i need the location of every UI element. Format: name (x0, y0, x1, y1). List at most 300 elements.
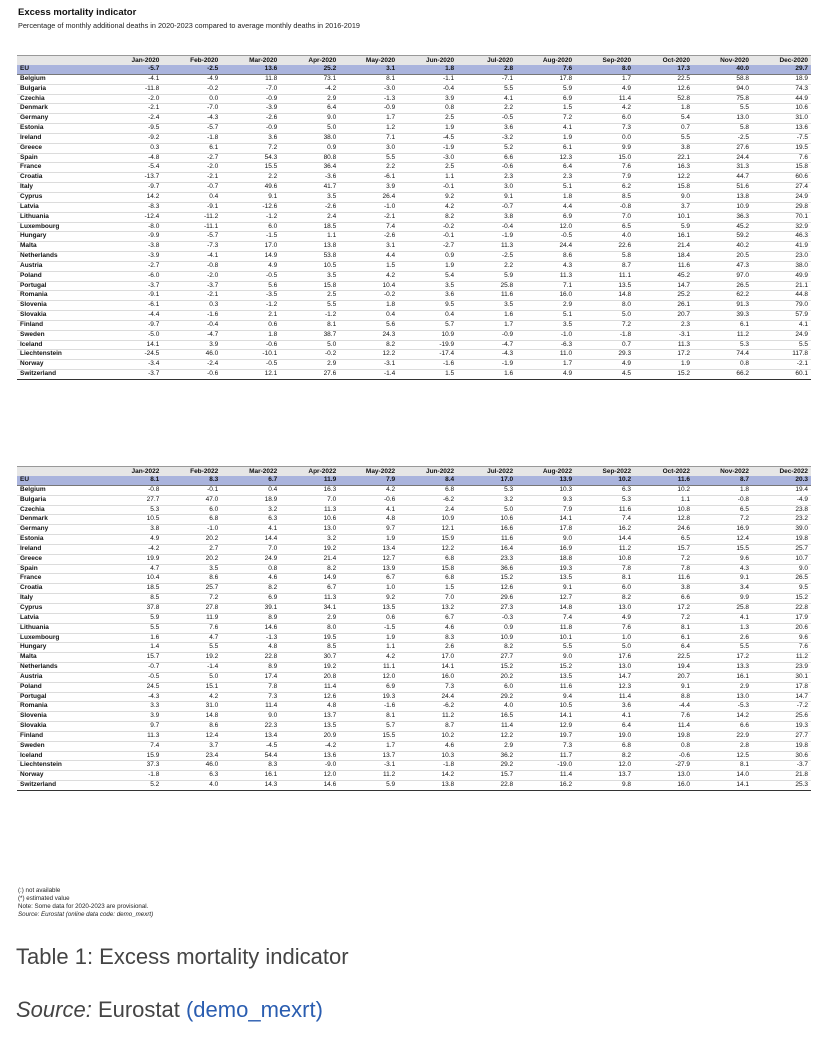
value-cell: 80.8 (280, 153, 339, 163)
value-cell: 20.6 (752, 623, 811, 633)
value-cell: 5.4 (398, 271, 457, 281)
value-cell: 11.4 (575, 692, 634, 702)
value-cell: 25.7 (752, 544, 811, 554)
value-cell: 2.2 (221, 173, 280, 183)
value-cell: 4.2 (339, 485, 398, 495)
value-cell: -0.6 (457, 163, 516, 173)
value-cell: 0.0 (575, 133, 634, 143)
value-cell: 6.4 (634, 643, 693, 653)
value-cell: -2.1 (339, 212, 398, 222)
value-cell: 0.4 (221, 485, 280, 495)
value-cell: 8.3 (398, 633, 457, 643)
value-cell: 4.2 (162, 692, 221, 702)
value-cell: 91.3 (693, 301, 752, 311)
column-header: Jul-2020 (457, 56, 516, 66)
table-row (17, 271, 811, 281)
value-cell: 7.4 (103, 741, 162, 751)
country-cell: Ireland (17, 544, 103, 554)
country-cell: Slovenia (17, 301, 103, 311)
value-cell: 7.2 (693, 515, 752, 525)
value-cell: 38.0 (280, 133, 339, 143)
value-cell: 11.2 (752, 653, 811, 663)
value-cell: 9.1 (634, 682, 693, 692)
table-row (17, 544, 811, 554)
value-cell: 6.1 (693, 320, 752, 330)
value-cell: 9.1 (457, 192, 516, 202)
value-cell: 97.0 (693, 271, 752, 281)
value-cell: 8.2 (398, 212, 457, 222)
country-cell: Spain (17, 153, 103, 163)
table-row (17, 564, 811, 574)
value-cell: 5.5 (693, 104, 752, 114)
value-cell: 6.0 (457, 682, 516, 692)
value-cell: -9.7 (103, 183, 162, 193)
country-cell: Romania (17, 702, 103, 712)
value-cell: 13.4 (221, 731, 280, 741)
value-cell: -4.2 (280, 741, 339, 751)
value-cell: 70.1 (752, 212, 811, 222)
value-cell: 13.5 (575, 281, 634, 291)
value-cell: 3.7 (162, 741, 221, 751)
country-cell: Malta (17, 653, 103, 663)
value-cell: 7.6 (575, 623, 634, 633)
value-cell: 24.9 (752, 330, 811, 340)
value-cell: 3.2 (457, 495, 516, 505)
table-row (17, 495, 811, 505)
value-cell: -1.6 (398, 360, 457, 370)
value-cell: 23.4 (162, 751, 221, 761)
value-cell: 21.4 (280, 554, 339, 564)
country-cell: Italy (17, 594, 103, 604)
value-cell: -0.7 (162, 183, 221, 193)
value-cell: 11.6 (575, 505, 634, 515)
value-cell: 3.7 (634, 202, 693, 212)
country-cell: Croatia (17, 173, 103, 183)
value-cell: -2.7 (398, 242, 457, 252)
value-cell: 23.8 (752, 505, 811, 515)
value-cell: 6.8 (398, 574, 457, 584)
value-cell: 13.7 (339, 751, 398, 761)
value-cell: 17.9 (752, 613, 811, 623)
value-cell: 3.9 (162, 340, 221, 350)
value-cell: -0.8 (162, 261, 221, 271)
value-cell: 16.6 (457, 525, 516, 535)
country-cell: Italy (17, 183, 103, 193)
value-cell: 3.8 (103, 525, 162, 535)
value-cell: 12.0 (280, 771, 339, 781)
value-cell: 25.3 (752, 781, 811, 791)
value-cell: 16.2 (516, 781, 575, 791)
value-cell: 10.4 (103, 574, 162, 584)
value-cell: 6.8 (575, 741, 634, 751)
value-cell: -11.1 (162, 222, 221, 232)
value-cell: 9.9 (693, 594, 752, 604)
table-row (17, 163, 811, 173)
value-cell: 31.0 (162, 702, 221, 712)
value-cell: 24.4 (516, 242, 575, 252)
value-cell: 1.8 (339, 301, 398, 311)
value-cell: 10.5 (103, 515, 162, 525)
value-cell: 1.7 (516, 360, 575, 370)
value-cell: -9.5 (103, 124, 162, 134)
value-cell: 18.8 (516, 554, 575, 564)
value-cell: -1.0 (516, 330, 575, 340)
value-cell: 11.6 (634, 476, 693, 485)
value-cell: -5.7 (103, 65, 162, 74)
value-cell: -1.6 (162, 311, 221, 321)
value-cell: 2.3 (634, 320, 693, 330)
value-cell: 13.6 (280, 751, 339, 761)
source-link[interactable]: (demo_mexrt) (185, 997, 323, 1022)
value-cell: -3.2 (457, 133, 516, 143)
value-cell: 15.5 (221, 163, 280, 173)
value-cell: 13.3 (693, 663, 752, 673)
country-cell: Hungary (17, 643, 103, 653)
value-cell: 11.8 (516, 623, 575, 633)
value-cell: 7.3 (221, 692, 280, 702)
value-cell: 6.8 (162, 515, 221, 525)
value-cell: -2.0 (103, 94, 162, 104)
value-cell: 12.2 (398, 544, 457, 554)
value-cell: 20.2 (162, 554, 221, 564)
value-cell: 36.6 (457, 564, 516, 574)
value-cell: 8.3 (221, 761, 280, 771)
country-cell: Poland (17, 682, 103, 692)
value-cell: 23.2 (752, 515, 811, 525)
value-cell: -0.2 (398, 222, 457, 232)
value-cell: 3.6 (221, 133, 280, 143)
value-cell: -9.2 (103, 133, 162, 143)
value-cell: 2.9 (516, 301, 575, 311)
value-cell: 4.6 (398, 741, 457, 751)
value-cell: 5.3 (457, 485, 516, 495)
value-cell: 7.9 (339, 476, 398, 485)
value-cell: 6.4 (280, 104, 339, 114)
value-cell: 6.9 (516, 94, 575, 104)
value-cell: 0.0 (162, 94, 221, 104)
value-cell: 11.4 (634, 722, 693, 732)
value-cell: 13.5 (516, 672, 575, 682)
value-cell: 10.5 (280, 261, 339, 271)
value-cell: 11.6 (457, 291, 516, 301)
value-cell: 22.5 (634, 74, 693, 84)
table-row (17, 350, 811, 360)
value-cell: 7.0 (280, 495, 339, 505)
value-cell: 4.6 (221, 574, 280, 584)
value-cell: -9.7 (103, 320, 162, 330)
value-cell: 8.3 (162, 476, 221, 485)
country-cell: EU (17, 65, 103, 74)
country-cell: Switzerland (17, 781, 103, 791)
value-cell: 22.6 (575, 242, 634, 252)
value-cell: 9.2 (339, 594, 398, 604)
value-cell: 12.3 (575, 682, 634, 692)
value-cell: 1.7 (457, 320, 516, 330)
value-cell: 27.7 (752, 731, 811, 741)
country-cell: Greece (17, 554, 103, 564)
value-cell: -2.7 (162, 153, 221, 163)
value-cell: 6.7 (398, 613, 457, 623)
value-cell: 0.3 (162, 301, 221, 311)
value-cell: 16.1 (221, 771, 280, 781)
value-cell: -7.1 (457, 74, 516, 84)
value-cell: 44.8 (752, 291, 811, 301)
value-cell: 11.6 (634, 261, 693, 271)
value-cell: -9.0 (280, 761, 339, 771)
value-cell: 4.1 (221, 525, 280, 535)
value-cell: 24.5 (103, 682, 162, 692)
value-cell: -1.9 (457, 360, 516, 370)
value-cell: 13.7 (575, 771, 634, 781)
table-row (17, 603, 811, 613)
header-row (17, 56, 811, 66)
value-cell: 26.4 (339, 192, 398, 202)
value-cell: 27.3 (457, 603, 516, 613)
column-header: Oct-2020 (634, 56, 693, 66)
value-cell: 9.8 (575, 781, 634, 791)
value-cell: -2.5 (457, 252, 516, 262)
value-cell: 41.7 (280, 183, 339, 193)
value-cell: 11.1 (575, 271, 634, 281)
value-cell: -5.7 (162, 232, 221, 242)
value-cell: -3.1 (339, 761, 398, 771)
column-header: Aug-2022 (516, 467, 575, 477)
value-cell: 8.7 (693, 476, 752, 485)
country-cell: Ireland (17, 133, 103, 143)
value-cell: -0.5 (516, 232, 575, 242)
column-header: Apr-2022 (280, 467, 339, 477)
value-cell: 11.2 (575, 544, 634, 554)
value-cell: 15.2 (752, 594, 811, 604)
country-cell: Greece (17, 143, 103, 153)
value-cell: 6.8 (398, 554, 457, 564)
value-cell: 1.1 (280, 232, 339, 242)
value-cell: 12.0 (516, 222, 575, 232)
value-cell: 3.8 (634, 143, 693, 153)
value-cell: 8.6 (162, 722, 221, 732)
value-cell: 6.7 (221, 476, 280, 485)
value-cell: 8.9 (221, 613, 280, 623)
value-cell: 2.9 (693, 682, 752, 692)
value-cell: 58.8 (693, 74, 752, 84)
country-cell: Luxembourg (17, 633, 103, 643)
country-cell: Cyprus (17, 192, 103, 202)
value-cell: 6.9 (221, 594, 280, 604)
value-cell: 11.2 (398, 712, 457, 722)
value-cell: 2.9 (457, 741, 516, 751)
value-cell: 11.4 (280, 682, 339, 692)
country-cell: Croatia (17, 584, 103, 594)
value-cell: 13.8 (693, 192, 752, 202)
value-cell: 36.2 (457, 751, 516, 761)
value-cell: -3.0 (339, 84, 398, 94)
value-cell: 13.0 (693, 114, 752, 124)
value-cell: 0.6 (221, 320, 280, 330)
value-cell: 0.8 (693, 360, 752, 370)
value-cell: -6.0 (103, 271, 162, 281)
column-header: Feb-2022 (162, 467, 221, 477)
value-cell: 11.6 (457, 535, 516, 545)
value-cell: 5.5 (516, 643, 575, 653)
value-cell: -0.7 (457, 202, 516, 212)
value-cell: 6.8 (398, 485, 457, 495)
value-cell: 12.1 (398, 525, 457, 535)
value-cell: 6.3 (162, 771, 221, 781)
value-cell: 14.7 (752, 692, 811, 702)
value-cell: 0.9 (398, 252, 457, 262)
value-cell: 7.6 (634, 712, 693, 722)
value-cell: 15.8 (634, 183, 693, 193)
value-cell: 12.6 (457, 584, 516, 594)
value-cell: 30.1 (752, 672, 811, 682)
value-cell: -19.0 (516, 761, 575, 771)
value-cell: 3.6 (457, 124, 516, 134)
value-cell: 19.9 (103, 554, 162, 564)
value-cell: 7.4 (575, 515, 634, 525)
country-cell: Malta (17, 242, 103, 252)
table-row (17, 153, 811, 163)
value-cell: 16.3 (634, 163, 693, 173)
value-cell: -0.9 (339, 104, 398, 114)
value-cell: 17.2 (634, 350, 693, 360)
value-cell: -4.7 (162, 330, 221, 340)
value-cell: 3.5 (516, 320, 575, 330)
value-cell: 22.5 (634, 653, 693, 663)
value-cell: 11.9 (162, 613, 221, 623)
value-cell: 7.9 (516, 505, 575, 515)
value-cell: 13.0 (575, 603, 634, 613)
table-row (17, 104, 811, 114)
value-cell: 2.9 (280, 613, 339, 623)
value-cell: 17.8 (516, 74, 575, 84)
source-line (16, 997, 323, 1023)
table-row (17, 202, 811, 212)
value-cell: 10.7 (752, 554, 811, 564)
value-cell: -1.2 (280, 311, 339, 321)
value-cell: 14.2 (103, 192, 162, 202)
value-cell: -0.8 (693, 495, 752, 505)
value-cell: 9.2 (398, 192, 457, 202)
value-cell: 17.4 (221, 672, 280, 682)
value-cell: 4.0 (575, 232, 634, 242)
value-cell: -5.3 (693, 702, 752, 712)
country-cell: Bulgaria (17, 84, 103, 94)
table-row (17, 311, 811, 321)
value-cell: 10.9 (398, 515, 457, 525)
table-row (17, 741, 811, 751)
value-cell: 2.8 (457, 65, 516, 74)
value-cell: 26.1 (634, 301, 693, 311)
value-cell: 3.1 (339, 65, 398, 74)
value-cell: 2.5 (398, 114, 457, 124)
value-cell: 46.0 (162, 350, 221, 360)
value-cell: -0.4 (162, 320, 221, 330)
value-cell: -1.8 (103, 771, 162, 781)
value-cell: -2.5 (162, 65, 221, 74)
value-cell: 4.8 (339, 515, 398, 525)
value-cell: 8.0 (575, 301, 634, 311)
value-cell: 15.7 (457, 771, 516, 781)
value-cell: 11.3 (280, 505, 339, 515)
value-cell: 60.1 (752, 370, 811, 380)
value-cell: -4.3 (457, 350, 516, 360)
value-cell: 12.4 (162, 731, 221, 741)
value-cell: 19.5 (752, 143, 811, 153)
value-cell: 74.3 (752, 84, 811, 94)
value-cell: 3.4 (693, 584, 752, 594)
value-cell: 66.2 (693, 370, 752, 380)
value-cell: 10.2 (634, 485, 693, 495)
value-cell: 13.0 (280, 525, 339, 535)
value-cell: -9.1 (103, 291, 162, 301)
value-cell: -7.0 (162, 104, 221, 114)
value-cell: -4.4 (103, 311, 162, 321)
value-cell: 18.9 (221, 495, 280, 505)
value-cell: 1.5 (398, 370, 457, 380)
country-cell: Switzerland (17, 370, 103, 380)
value-cell: 12.2 (634, 173, 693, 183)
value-cell: 23.9 (752, 663, 811, 673)
value-cell: -3.4 (103, 360, 162, 370)
value-cell: 3.5 (280, 271, 339, 281)
value-cell: -0.9 (221, 124, 280, 134)
table-row (17, 525, 811, 535)
value-cell: -9.1 (162, 202, 221, 212)
value-cell: 0.8 (221, 564, 280, 574)
value-cell: 9.7 (103, 722, 162, 732)
value-cell: 5.0 (280, 340, 339, 350)
value-cell: 1.8 (516, 192, 575, 202)
value-cell: -3.9 (221, 104, 280, 114)
value-cell: -2.0 (162, 163, 221, 173)
value-cell: 20.8 (280, 672, 339, 682)
value-cell: 18.9 (752, 74, 811, 84)
value-cell: 10.6 (752, 104, 811, 114)
value-cell: 6.7 (280, 584, 339, 594)
value-cell: 14.8 (162, 712, 221, 722)
value-cell: -19.9 (398, 340, 457, 350)
column-header: Sep-2022 (575, 467, 634, 477)
value-cell: 4.0 (162, 781, 221, 791)
column-header: Jun-2020 (398, 56, 457, 66)
value-cell: 73.1 (280, 74, 339, 84)
value-cell: 39.0 (752, 525, 811, 535)
value-cell: 8.5 (103, 594, 162, 604)
value-cell: 4.4 (516, 202, 575, 212)
value-cell: 15.8 (398, 564, 457, 574)
value-cell: -4.5 (398, 133, 457, 143)
value-cell: 5.9 (516, 84, 575, 94)
value-cell: -12.6 (221, 202, 280, 212)
table-row (17, 232, 811, 242)
value-cell: 9.9 (575, 143, 634, 153)
value-cell: 1.9 (516, 133, 575, 143)
value-cell: 15.7 (634, 544, 693, 554)
value-cell: 16.1 (693, 672, 752, 682)
country-cell: France (17, 163, 103, 173)
value-cell: 22.8 (457, 781, 516, 791)
value-cell: 36.4 (280, 163, 339, 173)
value-cell: -1.2 (221, 301, 280, 311)
value-cell: 8.2 (280, 564, 339, 574)
value-cell: 62.2 (693, 291, 752, 301)
value-cell: 7.6 (162, 623, 221, 633)
value-cell: 17.6 (575, 653, 634, 663)
value-cell: -0.5 (221, 360, 280, 370)
value-cell: 5.9 (457, 271, 516, 281)
value-cell: -7.5 (752, 133, 811, 143)
value-cell: 3.2 (280, 535, 339, 545)
